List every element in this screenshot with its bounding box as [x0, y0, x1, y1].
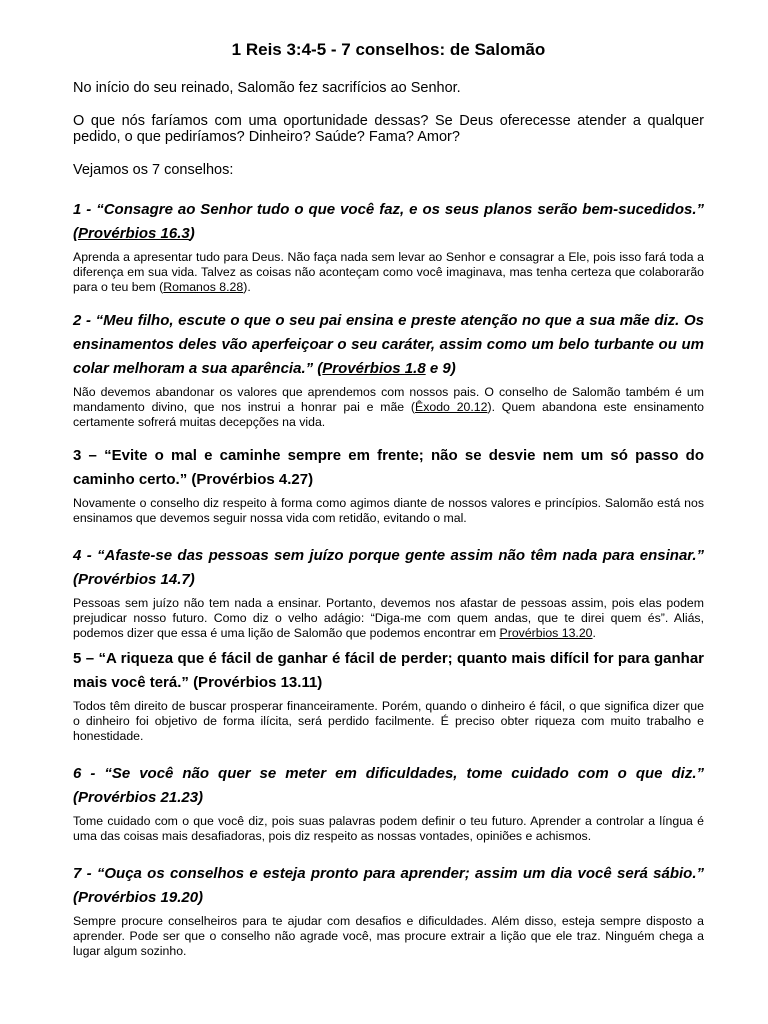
intro-paragraph-1: No início do seu reinado, Salomão fez sacrifícios ao Senhor.: [73, 80, 461, 96]
advice-body-1-ref-link[interactable]: Romanos 8.28: [163, 280, 244, 294]
advice-heading-3: 3 – “Evite o mal e caminhe sempre em frente; não se desvie nem um só passo do caminho certo.” (Provérbios 4.27): [73, 447, 704, 488]
advice-body-3: Novamente o conselho diz respeito à forma como agimos diante de nossos valores e princípios. Salomão está nos ensinamos que devemos seguir nossa vida com retidão, evitando o mal.: [73, 496, 704, 525]
advice-body-2: Não devemos abandonar os valores que aprendemos com nossos pais. O conselho de Salomão também é um mandamento divino, que nos instrui a honrar pai e mãe (Êxodo 20.12). Quem abandona este ensinamento certamente sofrerá muitas decepções na vida.: [73, 385, 704, 429]
advice-heading-4: 4 - “Afaste-se das pessoas sem juízo porque gente assim não têm nada para ensinar.” (Provérbios 14.7): [73, 547, 704, 588]
advice-heading-2-ref-link[interactable]: Provérbios 1.8: [322, 360, 426, 377]
advice-heading-1: 1 - “Consagre ao Senhor tudo o que você faz, e os seus planos serão bem-sucedidos.” (Provérbios 16.3): [73, 201, 704, 242]
advice-heading-7: 7 - “Ouça os conselhos e esteja pronto para aprender; assim um dia você será sábio.” (Provérbios 19.20): [73, 865, 704, 906]
advice-body-1: Aprenda a apresentar tudo para Deus. Não faça nada sem levar ao Senhor e consagrar a Ele, pois isso fará toda a diferença em sua vida. Talvez as coisas não aconteçam como você imaginava, mas tenha certeza que colaborarão para o teu bem (Romanos 8.28).: [73, 250, 704, 294]
advice-heading-2: 2 - “Meu filho, escute o que o seu pai ensina e preste atenção no que a sua mãe diz. Os ensinamentos deles vão aperfeiçoar o seu caráter, assim como um belo turbante ou um colar melhoram a sua aparência.” (Provérbios 1.8 e 9): [73, 312, 704, 377]
advice-body-4: Pessoas sem juízo não tem nada a ensinar. Portanto, devemos nos afastar de pessoas assim, pois elas podem prejudicar nosso futuro. Como diz o velho adágio: “Diga-me com quem andas, que te direi quem és”. Aliás, podemos dizer que essa é uma lição de Salomão que podemos encontrar em Provérbios 13.20.: [73, 596, 704, 640]
advice-heading-1-ref-link[interactable]: Provérbios 16.3: [78, 225, 190, 242]
advice-body-6: Tome cuidado com o que você diz, pois suas palavras podem definir o teu futuro. Aprender a controlar a língua é uma das coisas mais desafiadoras, pois diz respeito as nossas vontades, opiniões e achismos.: [73, 814, 704, 843]
advice-body-2-ref-link[interactable]: Êxodo 20.12: [415, 400, 488, 414]
advice-body-5: Todos têm direito de buscar prosperar financeiramente. Porém, quando o dinheiro é fácil, o que significa dizer que o dinheiro foi objetivo de forma ilícita, será perdido facilmente. É preciso obter riqueza com muito trabalho e honestidade.: [73, 699, 704, 743]
advice-heading-6: 6 - “Se você não quer se meter em dificuldades, tome cuidado com o que diz.” (Provérbios 21.23): [73, 765, 704, 806]
intro-paragraph-3: Vejamos os 7 conselhos:: [73, 162, 234, 178]
advice-body-4-ref-link[interactable]: Provérbios 13.20: [499, 626, 593, 640]
advice-body-7: Sempre procure conselheiros para te ajudar com desafios e dificuldades. Além disso, esteja sempre disposto a aprender. Pode ser que o conselho não agrade você, mas procure extrair a lição que ele traz. Ninguém chega a lugar algum sozinho.: [73, 914, 704, 958]
page-title: 1 Reis 3:4-5 - 7 conselhos: de Salomão: [231, 40, 546, 59]
intro-paragraph-2: O que nós faríamos com uma oportunidade dessas? Se Deus oferecesse atender a qualquer pedido, o que pediríamos? Dinheiro? Saúde? Fama? Amor?: [73, 113, 704, 145]
advice-heading-5: 5 – “A riqueza que é fácil de ganhar é fácil de perder; quanto mais difícil for para ganhar mais você terá.” (Provérbios 13.11): [73, 650, 704, 691]
